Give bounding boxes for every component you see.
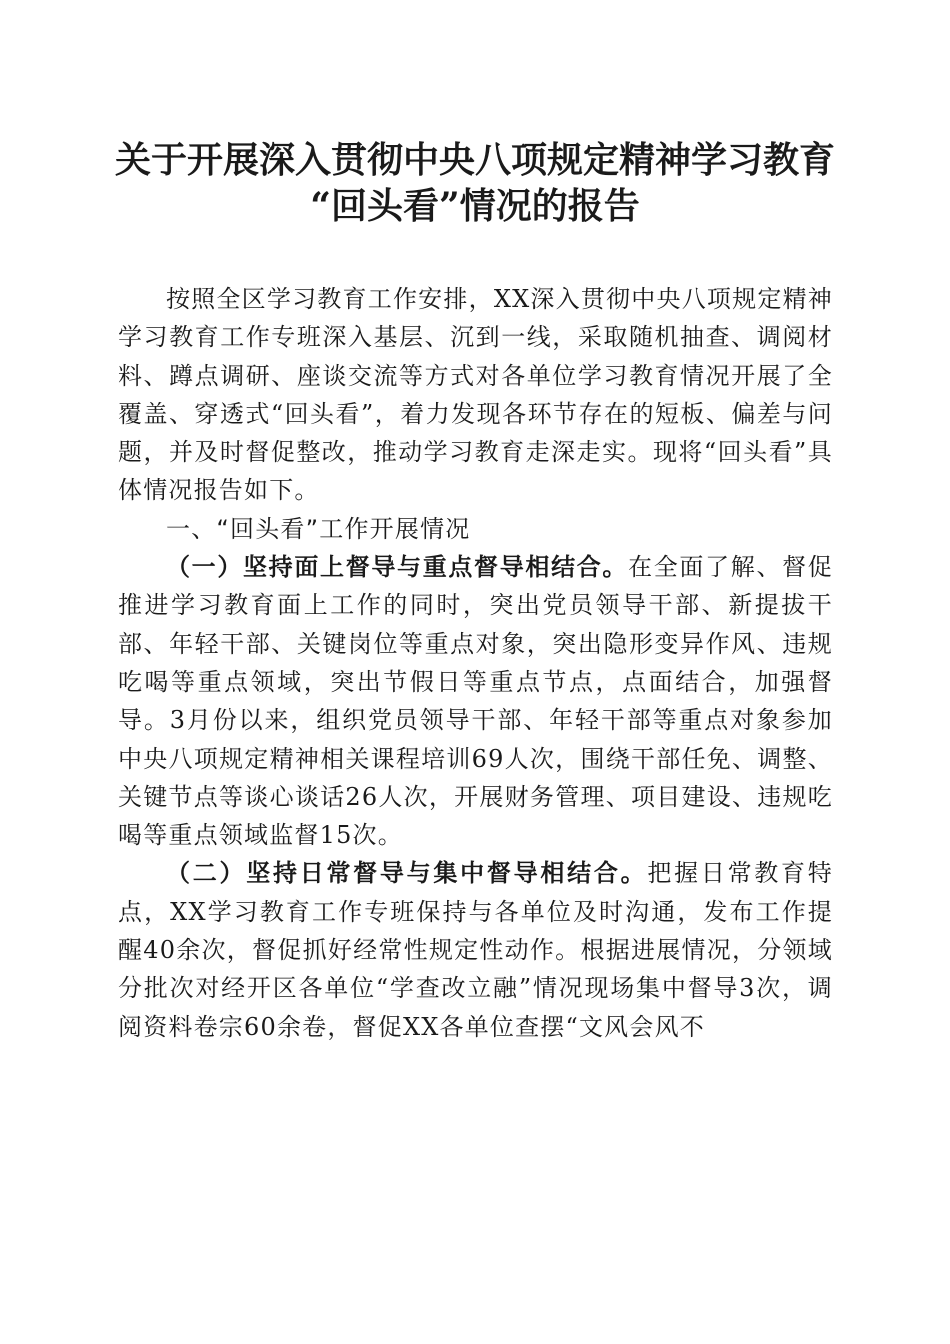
document-body — [118, 280, 833, 1046]
subsection-text-2: 把握日常教育特点，XX学习教育工作专班保持与各单位及时沟通，发布工作提醒40余次，督促抓好经常性规定性动作。根据进展情况，分领域分批次对经开区各单位“学查改立融”情况现场集中督导3次，调阅资料卷宗60余卷，督促XX各单位查摆“文风会风不 — [118, 859, 833, 1041]
document-title-line-1: 关于开展深入贯彻中央八项规定精神学习教育 — [114, 139, 835, 181]
subsection-lead-1: （一）坚持面上督导与重点督导相结合。 — [166, 552, 629, 582]
subsection-text-1: 在全面了解、督促推进学习教育面上工作的同时，突出党员领导干部、新提拔干部、年轻干部、关键岗位等重点对象，突出隐形变异作风、违规吃喝等重点领域，突出节假日等重点节点，点面结合，加强督导。3月份以来，组织党员领导干部、年轻干部等重点对象参加中央八项规定精神相关课程培训69人次，围绕干部任免、调整、关键节点等谈心谈话26人次，开展财务管理、项目建设、违规吃喝等重点领域监督15次。 — [118, 553, 833, 850]
section-heading-1: 一、“回头看”工作开展情况 — [166, 514, 471, 543]
subsection-lead-2: （二）坚持日常督导与集中督导相结合。 — [166, 858, 648, 888]
intro-paragraph: 按照全区学习教育工作安排，XX深入贯彻中央八项规定精神学习教育工作专班深入基层、沉到一线，采取随机抽查、调阅材料、蹲点调研、座谈交流等方式对各单位学习教育情况开展了全覆盖、穿透式“回头看”，着力发现各环节存在的短板、偏差与问题，并及时督促整改，推动学习教育走深走实。现将“回头看”具体情况报告如下。 — [118, 285, 833, 505]
subsection-paragraph-1 — [118, 548, 833, 854]
subsection-paragraph-2 — [118, 854, 833, 1045]
document-title-line-2: “回头看”情况的报告 — [310, 185, 640, 227]
